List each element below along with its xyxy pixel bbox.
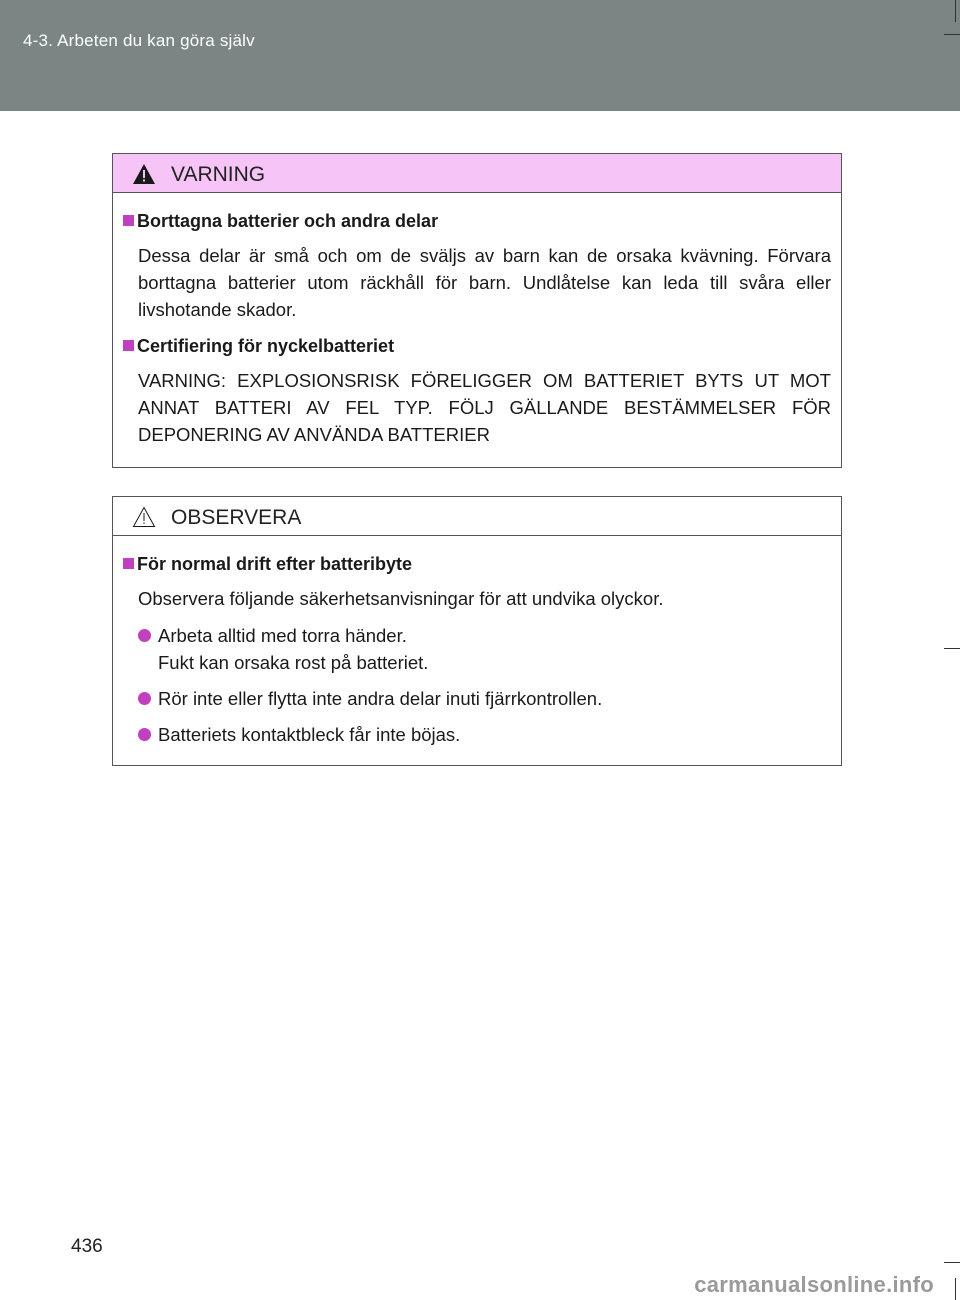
square-bullet-icon [123, 215, 134, 226]
warning-section-title: Certifiering för nyckelbatteriet [137, 336, 395, 356]
warning-section-heading [123, 333, 831, 359]
trim-mark [944, 34, 960, 35]
list-item-text: Batteriets kontaktbleck får inte böjas. [158, 724, 461, 745]
trim-mark [944, 1262, 960, 1263]
notice-section-heading [123, 551, 831, 577]
trim-mark [955, 0, 956, 22]
warning-box-body [113, 193, 841, 476]
list-item [123, 721, 831, 748]
list-item [123, 622, 831, 676]
warning-section-heading [123, 208, 831, 234]
list-item-subtext: Fukt kan orsaka rost på batteriet. [158, 652, 429, 673]
chapter-section-title: 4-3. Arbeten du kan göra själv [23, 31, 255, 50]
warning-box-title: VARNING [171, 163, 266, 186]
warning-box-header [113, 154, 841, 193]
notice-box-title: OBSERVERA [171, 506, 302, 529]
warning-section-text: Dessa delar är små och om de sväljs av barn kan de orsaka kvävning. Förvara borttagna batterier utom räckhåll för barn. Undlåtelse kan leda till svåra eller livshotande skador. [138, 245, 831, 320]
warning-section-title: Borttagna batterier och andra delar [137, 211, 439, 231]
list-item [123, 685, 831, 712]
trim-mark [944, 648, 960, 649]
warning-section-text: VARNING: EXPLOSIONSRISK FÖRELIGGER OM BATTERIET BYTS UT MOT ANNAT BATTERI AV FEL TYP. FÖLJ GÄLLANDE BESTÄMMELSER FÖR DEPONERING AV ANVÄNDA BATTERIER [138, 370, 831, 445]
square-bullet-icon [123, 558, 134, 569]
notice-box-header [113, 497, 841, 536]
notice-box-body [113, 536, 841, 775]
notice-section-title: För normal drift efter batteribyte [137, 554, 413, 574]
list-item-text: Arbeta alltid med torra händer. [158, 625, 407, 646]
circle-bullet-icon [138, 629, 151, 642]
chapter-header-band [0, 0, 960, 111]
trim-mark [955, 1278, 956, 1300]
circle-bullet-icon [138, 728, 151, 741]
watermark-text: carmanualsonline.info [694, 1272, 934, 1297]
caution-triangle-icon [132, 506, 156, 528]
warning-triangle-icon [132, 163, 156, 185]
circle-bullet-icon [138, 692, 151, 705]
warning-box [112, 153, 842, 468]
notice-box [112, 496, 842, 766]
list-item-text: Rör inte eller flytta inte andra delar inuti fjärrkontrollen. [158, 688, 603, 709]
square-bullet-icon [123, 340, 134, 351]
notice-intro-text: Observera följande säkerhetsanvisningar för att undvika olyckor. [138, 588, 664, 609]
page-number: 436 [71, 1236, 103, 1257]
